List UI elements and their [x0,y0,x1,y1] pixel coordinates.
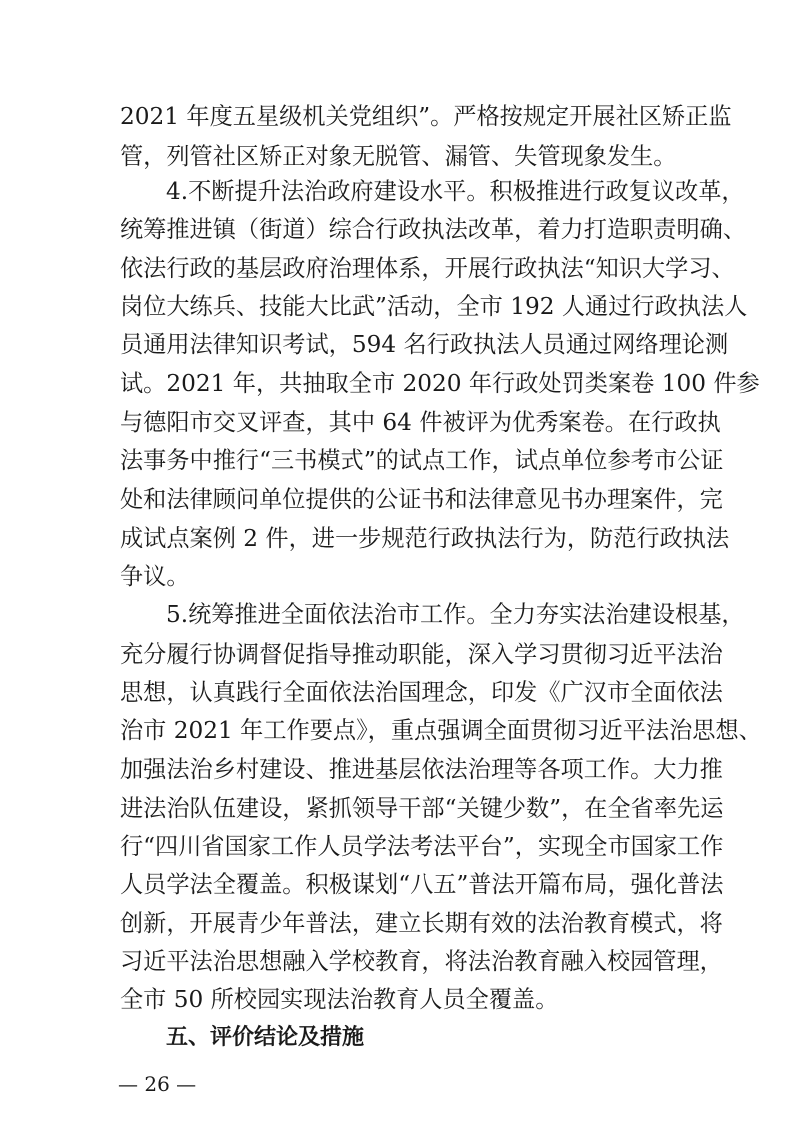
text-line: 思想，认真践行全面依法治国理念，印发《广汉市全面依法 [120,679,723,706]
text-line: 习近平法治思想融入学校教育，将法治教育融入校园管理， [120,948,723,975]
text-line: 行“四川省国家工作人员学法考法平台”，实现全市国家工作 [120,833,724,860]
text-line: 加强法治乡村建设、推进基层依法治理等各项工作。大力推 [120,756,723,783]
text-line: 处和法律顾问单位提供的公证书和法律意见书办理案件，完 [120,486,723,513]
text-line: 创新，开展青少年普法，建立长期有效的法治教育模式，将 [120,910,723,937]
paragraph-heading: 5.统筹推进全面依法治市工作。全力夯实法治建设根基， [166,601,745,628]
text-line: 与德阳市交叉评查，其中 64 件被评为优秀案卷。在行政执 [120,409,721,436]
text-line: 充分履行协调督促指导推动职能，深入学习贯彻习近平法治 [120,641,723,668]
section-heading: 五、评价结论及措施 [166,1025,365,1050]
text-line: 成试点案例 2 件，进一步规范行政执法行为，防范行政执法 [120,525,730,552]
paragraph-heading: 4.不断提升法治政府建设水平。积极推进行政复议改革， [166,178,745,205]
text-line: 岗位大练兵、技能大比武”活动，全市 192 人通过行政执法人 [120,293,748,320]
text-line: 管，列管社区矫正对象无脱管、漏管、失管现象发生。 [120,143,677,170]
text-line: 员通用法律知识考试，594 名行政执法人员通过网络理论测 [120,331,729,358]
text-line: 2021 年度五星级机关党组织”。严格按规定开展社区矫正监 [120,103,732,130]
text-line: 争议。 [120,563,190,590]
text-line: 试。2021 年，共抽取全市 2020 年行政处罚类案卷 100 件参 [120,370,760,397]
text-line: 统筹推进镇（街道）综合行政执法改革，着力打造职责明确、 [120,216,747,243]
text-line: 依法行政的基层政府治理体系，开展行政执法“知识大学习、 [120,255,735,282]
text-line: 法事务中推行“三书模式”的试点工作，试点单位参考市公证 [120,447,724,474]
page-number: — 26 — [118,1072,197,1096]
text-line: 进法治队伍建设，紧抓领导干部“关键少数”，在全省率先运 [120,795,724,822]
text-line: 全市 50 所校园实现法治教育人员全覆盖。 [120,986,559,1013]
text-line: 人员学法全覆盖。积极谋划“八五”普法开篇布局，强化普法 [120,871,724,898]
text-line: 治市 2021 年工作要点》，重点强调全面贯彻习近平法治思想、 [120,717,762,744]
